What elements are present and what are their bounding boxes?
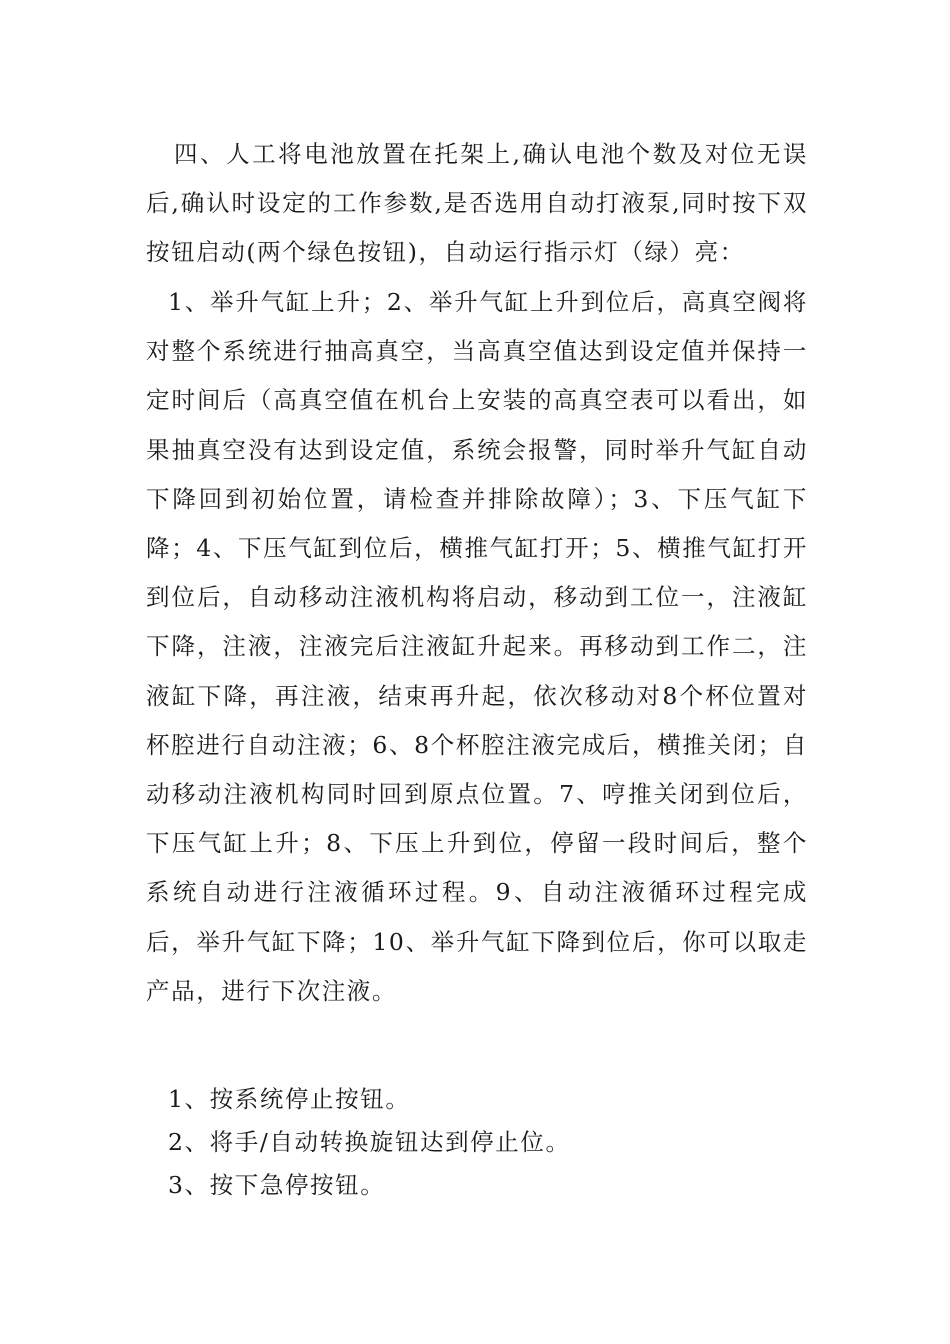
operation-steps-paragraph: 1、举升气缸上升；2、举升气缸上升到位后，高真空阀将对整个系统进行抽高真空，当高真空值达到设定值并保持一定时间后（高真空值在机台上安装的高真空表可以看出，如果抽真空没有达到设定值，系统会报警，同时举升气缸自动下降回到初始位置，请检查并排除故障）；3、下压气缸下降；4、下压气缸到位后，横推气缸打开；5、横推气缸打开到位后，自动移动注液机构将启动，移动到工位一，注液缸下降，注液，注液完后注液缸升起来。再移动到工作二，注液缸下降，再注液，结束再升起，依次移动对8个杯位置对杯腔进行自动注液；6、8个杯腔注液完成后，横推关闭；自动移动注液机构同时回到原点位置。7、哼推关闭到位后，下压气缸上升；8、下压上升到位，停留一段时间后，整个系统自动进行注液循环过程。9、自动注液循环过程完成后，举升气缸下降；10、举升气缸下降到位后，你可以取走产品，进行下次注液。	[146, 288, 808, 1005]
stop-step-item: 1、按系统停止按钮。	[168, 1085, 411, 1113]
section-intro-paragraph: 四、人工将电池放置在托架上,确认电池个数及对位无误后,确认时设定的工作参数,是否选用自动打液泵,同时按下双按钮启动(两个绿色按钮)，自动运行指示灯（绿）亮：	[146, 140, 808, 267]
stop-step-item: 2、将手/自动转换旋钮达到停止位。	[168, 1128, 571, 1156]
document-page	[146, 0, 808, 1344]
stop-step-item: 3、按下急停按钮。	[168, 1171, 386, 1199]
stop-procedure-list	[168, 1078, 808, 1207]
